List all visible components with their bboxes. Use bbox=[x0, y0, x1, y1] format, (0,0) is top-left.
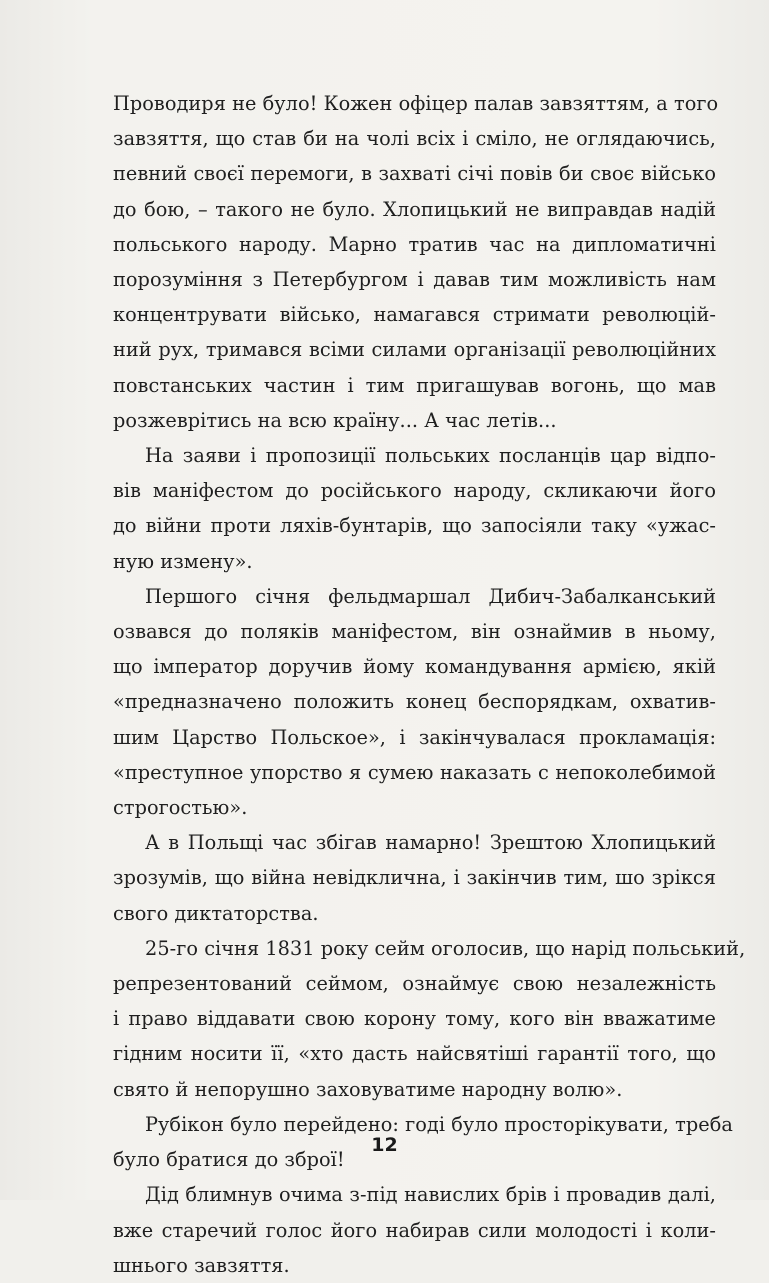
body-text bbox=[113, 86, 746, 1283]
text-line: шим Царство Польское», і закінчувалася прокламація: bbox=[113, 725, 716, 749]
text-line: Рубікон було перейдено: годі було просторікувати, треба bbox=[145, 1112, 733, 1136]
text-line: до війни проти ляхів-бунтарів, що запосіяли таку «ужас- bbox=[113, 514, 716, 538]
text-line: озвався до поляків маніфестом, він ознаймив в ньому, bbox=[113, 620, 716, 644]
text-line: польського народу. Марно тратив час на дипломатичні bbox=[113, 232, 716, 256]
text-line: «предназначено положить конец беспорядкам, охватив- bbox=[113, 690, 716, 714]
text-line: певний своєї перемоги, в захваті січі повів би своє військо bbox=[113, 162, 716, 186]
text-line: репрезентований сеймом, ознаймує свою незалежність bbox=[113, 972, 716, 996]
text-line: А в Польщі час збігав намарно! Зрештою Хлопицький bbox=[145, 831, 716, 855]
text-line: вів маніфестом до російського народу, скликаючи його bbox=[113, 479, 716, 503]
text-line: і право віддавати свою корону тому, кого він вважатиме bbox=[113, 1007, 716, 1031]
text-line: завзяття, що став би на чолі всіх і сміло, не оглядаючись, bbox=[113, 127, 716, 151]
paragraph bbox=[113, 931, 746, 1107]
text-line: свого диктаторства. bbox=[113, 901, 319, 925]
paragraph bbox=[113, 86, 719, 438]
text-line: шнього завзяття. bbox=[113, 1253, 290, 1277]
text-line: ную измену». bbox=[113, 549, 253, 573]
text-line: «преступное упорство я сумею наказать с непоколебимой bbox=[113, 760, 716, 784]
text-line: повстанських частин і тим пригашував вогонь, що мав bbox=[113, 373, 716, 397]
text-line: ний рух, тримався всіми силами організації революційних bbox=[113, 338, 716, 362]
text-line: 25-го січня 1831 року сейм оголосив, що нарід польський, bbox=[145, 936, 746, 960]
paragraph bbox=[113, 438, 716, 579]
text-line: Дід блимнув очима з-під навислих брів і провадив далі, bbox=[145, 1183, 716, 1207]
text-line: На заяви і пропозиції польських посланців цар відпо- bbox=[145, 444, 716, 468]
text-line: до бою, – такого не було. Хлопицький не виправдав надій bbox=[113, 197, 716, 221]
page-number: 12 bbox=[371, 1134, 398, 1156]
text-line: зрозумів, що війна невідклична, і закінчив тим, шо зрікся bbox=[113, 866, 716, 890]
paragraph bbox=[113, 1177, 716, 1283]
text-line: вже старечий голос його набирав сили молодості і коли- bbox=[113, 1218, 716, 1242]
text-line: Проводиря не було! Кожен офіцер палав завзяттям, а того bbox=[113, 92, 719, 115]
text-line: концентрувати військо, намагався стримати революцій- bbox=[113, 303, 716, 327]
text-line: що імператор доручив йому командування армією, якій bbox=[113, 655, 716, 679]
text-line: порозуміння з Петербургом і давав тим можливість нам bbox=[113, 268, 716, 292]
paragraph bbox=[113, 825, 716, 931]
paragraph bbox=[113, 579, 716, 825]
text-line: гідним носити її, «хто дасть найсвятіші гарантії того, що bbox=[113, 1042, 716, 1066]
text-line: свято й непорушно заховуватиме народну волю». bbox=[113, 1077, 623, 1101]
text-line: було братися до зброї! bbox=[113, 1148, 345, 1172]
text-line: Першого січня фельдмаршал Дибич-Забалканський bbox=[145, 584, 716, 608]
text-line: розжеврітись на всю країну... А час летів... bbox=[113, 408, 557, 432]
text-line: строгостью». bbox=[113, 796, 248, 820]
